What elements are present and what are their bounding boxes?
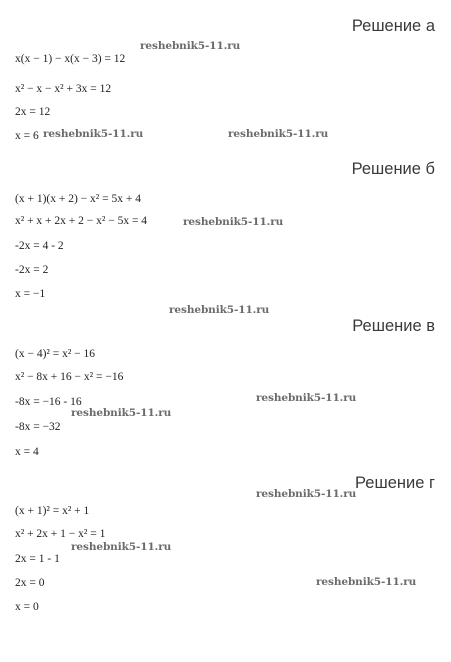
equation-line: (x + 1)² = x² + 1 [15, 505, 90, 517]
watermark: reshebnik5-11.ru [71, 541, 172, 553]
equation-line: 2x = 1 - 1 [15, 553, 60, 565]
equation-line: x² − x − x² + 3x = 12 [15, 83, 112, 95]
equation-line: x = 6 [15, 130, 39, 142]
equation-line: x = 0 [15, 601, 39, 613]
equation-line: (x − 4)² = x² − 16 [15, 348, 96, 360]
equation-line: x² + 2x + 1 − x² = 1 [15, 528, 106, 540]
equation-line: 2x = 0 [15, 577, 45, 589]
watermark: reshebnik5-11.ru [256, 488, 357, 500]
equation-line: -2x = 4 - 2 [15, 240, 64, 252]
equation-line: -2x = 2 [15, 264, 49, 276]
watermark: reshebnik5-11.ru [183, 216, 284, 228]
heading-a: Решение а [351, 17, 435, 35]
heading-g: Решение г [355, 474, 435, 492]
heading-v: Решение в [352, 317, 435, 335]
equation-line: -8x = −32 [15, 421, 61, 433]
equation-line: x² − 8x + 16 − x² = −16 [15, 371, 124, 383]
heading-b: Решение б [351, 160, 435, 178]
equation-line: x² + x + 2x + 2 − x² − 5x = 4 [15, 215, 148, 227]
watermark: reshebnik5-11.ru [169, 304, 270, 316]
equation-line: x = −1 [15, 288, 46, 300]
equation-line: -8x = −16 - 16 [15, 396, 82, 408]
watermark: reshebnik5-11.ru [316, 576, 417, 588]
watermark: reshebnik5-11.ru [43, 128, 144, 140]
watermark: reshebnik5-11.ru [71, 407, 172, 419]
watermark: reshebnik5-11.ru [256, 392, 357, 404]
equation-line: x = 4 [15, 446, 39, 458]
equation-line: (x + 1)(x + 2) − x² = 5x + 4 [15, 193, 141, 205]
equation-line: x(x − 1) − x(x − 3) = 12 [15, 53, 126, 65]
watermark: reshebnik5-11.ru [228, 128, 329, 140]
equation-line: 2x = 12 [15, 106, 51, 118]
watermark: reshebnik5-11.ru [140, 40, 241, 52]
